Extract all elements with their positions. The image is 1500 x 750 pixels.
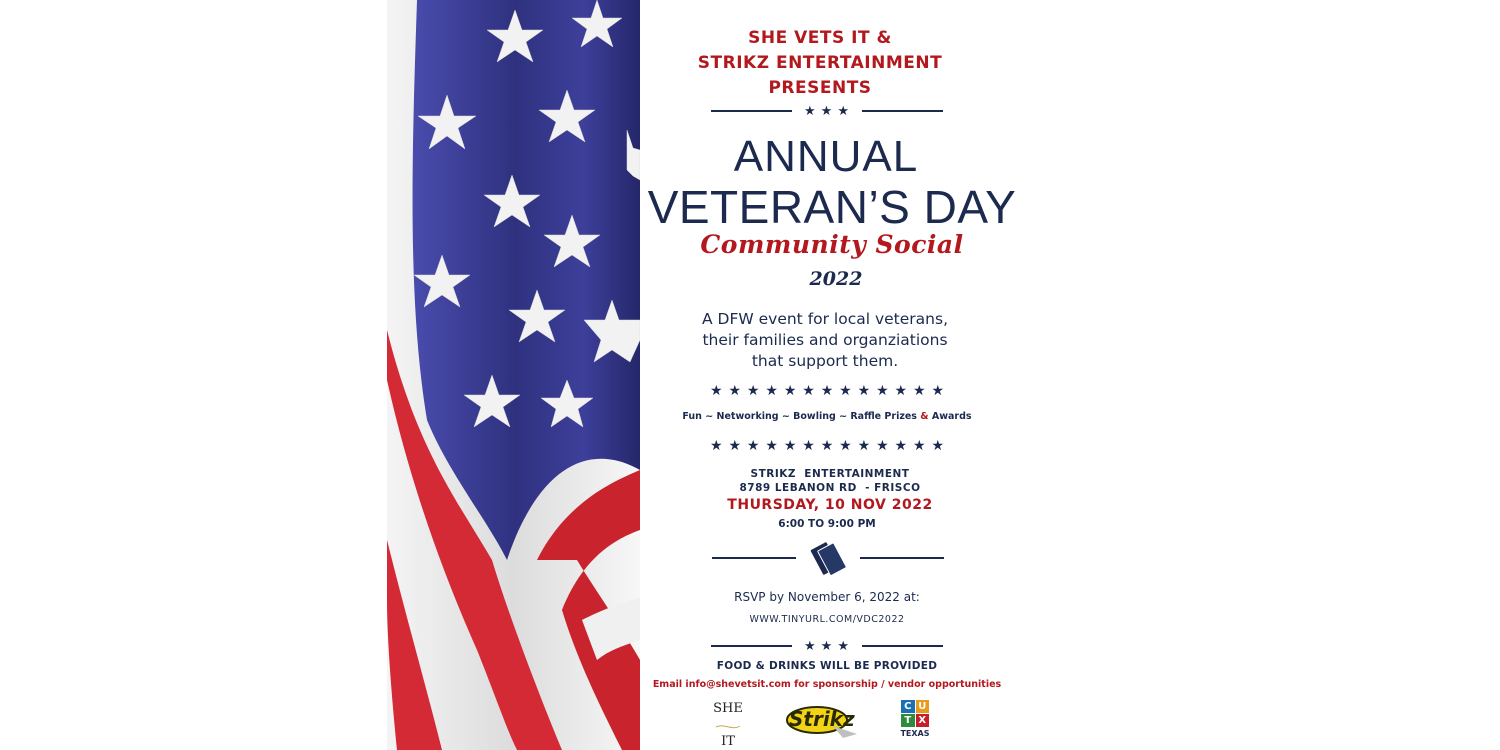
description-line-2: their families and organziations bbox=[702, 331, 948, 349]
strikz-logo-text: Strikz bbox=[789, 707, 855, 731]
venue-name: STRIKZ ENTERTAINMENT bbox=[750, 468, 910, 480]
title-veterans-day: VETERAN’S DAY bbox=[647, 181, 1017, 233]
description-line-1: A DFW event for local veterans, bbox=[701, 310, 948, 328]
cutx-letter-t: T bbox=[901, 714, 915, 727]
presenters-line-3: PRESENTS bbox=[768, 78, 872, 98]
cutx-texas-logo bbox=[898, 700, 932, 744]
ticket-divider-line-left bbox=[712, 557, 796, 559]
tickets-icon bbox=[796, 536, 860, 580]
cutx-letter-x: X bbox=[916, 714, 930, 727]
cutx-letter-u: U bbox=[916, 700, 930, 713]
divider-stars-icon: ★★★ bbox=[804, 638, 854, 654]
she-vets-it-logo bbox=[710, 701, 746, 749]
divider-line-left bbox=[711, 645, 792, 647]
food-notice: FOOD & DRINKS WILL BE PROVIDED bbox=[716, 660, 938, 672]
presenters-line-1: SHE VETS IT & bbox=[748, 28, 892, 48]
rsvp-url-link[interactable]: WWW.TINYURL.COM/VDC2022 bbox=[749, 614, 905, 625]
activities-ampersand: & bbox=[920, 411, 929, 422]
american-flag-image bbox=[387, 0, 640, 750]
activities-main: Fun ~ Networking ~ Bowling ~ Raffle Prizes bbox=[682, 411, 917, 422]
bottom-star-divider bbox=[711, 638, 943, 654]
cutx-letter-c: C bbox=[901, 700, 915, 713]
divider-line-right bbox=[862, 645, 943, 647]
star-row-upper-icon: ★ ★ ★ ★ ★ ★ ★ ★ ★ ★ ★ ★ ★ bbox=[710, 383, 944, 399]
she-vets-it-swash-icon bbox=[710, 723, 746, 731]
presenters-heading bbox=[640, 26, 1000, 101]
cutx-letter-grid bbox=[901, 700, 929, 727]
cutx-caption: TEXAS bbox=[900, 729, 930, 738]
divider-stars-icon: ★★★ bbox=[804, 103, 854, 119]
sponsorship-email-text: Email info@shevetsit.com for sponsorship / vendor opportunities bbox=[652, 679, 1002, 690]
title-annual: ANNUAL bbox=[733, 132, 919, 181]
ticket-divider bbox=[712, 536, 944, 580]
description-line-3: that support them. bbox=[751, 352, 899, 370]
top-star-divider bbox=[711, 103, 943, 119]
she-vets-it-line-2: IT bbox=[721, 734, 735, 749]
strikz-logo bbox=[783, 704, 859, 738]
divider-line-left bbox=[711, 110, 792, 112]
title-community-social: Community Social bbox=[700, 230, 964, 259]
activities-last: Awards bbox=[931, 411, 972, 422]
venue-address: 8789 LEBANON RD - FRISCO bbox=[739, 482, 921, 494]
event-description bbox=[640, 309, 1010, 372]
venue-block bbox=[640, 467, 1020, 495]
divider-line-right bbox=[862, 110, 943, 112]
title-year: 2022 bbox=[809, 268, 863, 290]
presenters-line-2: STRIKZ ENTERTAINMENT bbox=[697, 53, 943, 73]
event-date: THURSDAY, 10 NOV 2022 bbox=[727, 497, 933, 513]
event-poster bbox=[640, 0, 1020, 750]
star-row-lower-icon: ★ ★ ★ ★ ★ ★ ★ ★ ★ ★ ★ ★ ★ bbox=[710, 438, 944, 454]
she-vets-it-line-1: SHE bbox=[713, 701, 743, 716]
ticket-divider-line-right bbox=[860, 557, 944, 559]
event-time: 6:00 TO 9:00 PM bbox=[778, 518, 876, 530]
rsvp-text: RSVP by November 6, 2022 at: bbox=[734, 590, 920, 604]
activities-list bbox=[640, 411, 1014, 422]
